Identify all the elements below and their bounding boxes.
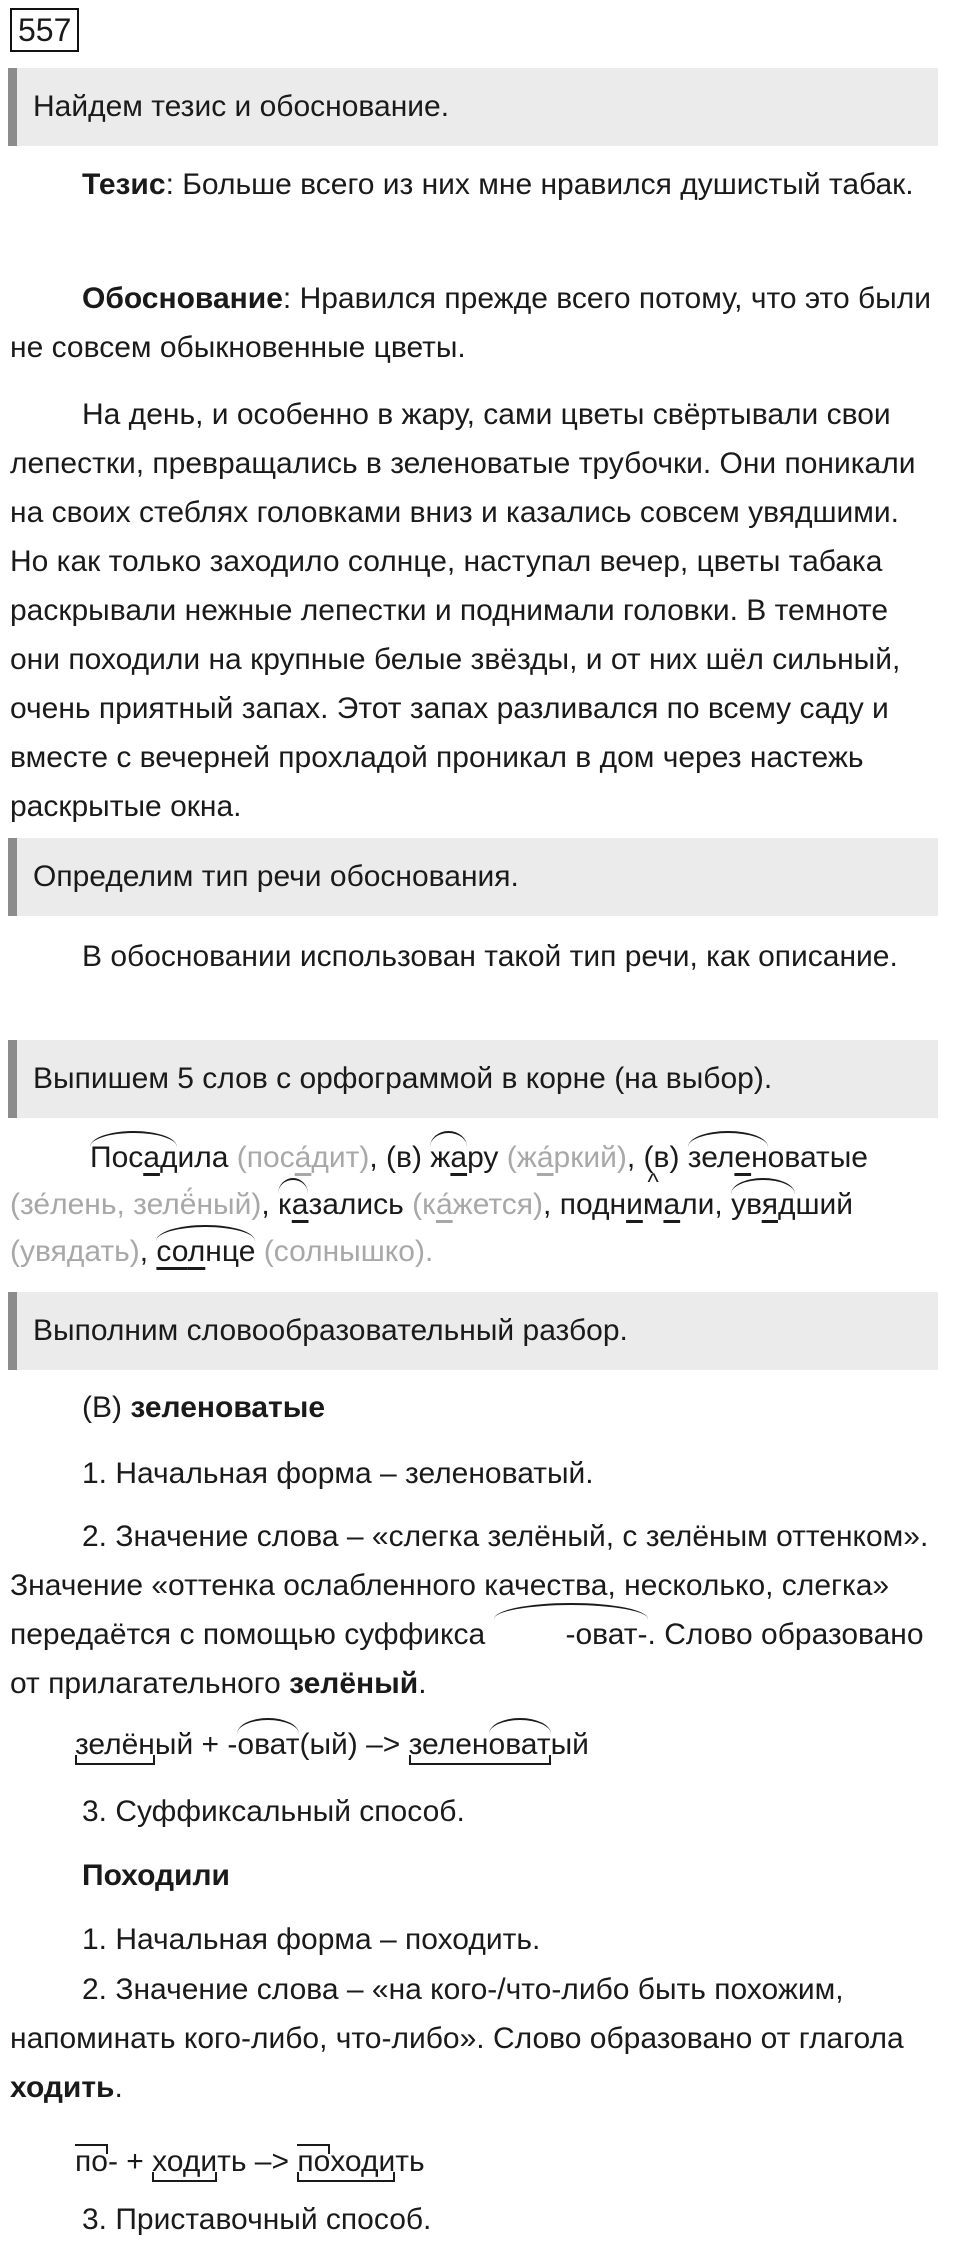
word-podnimali: подни^ мали: [560, 1188, 715, 1221]
justification-paragraph: [10, 274, 940, 372]
word-kazalis-root: ка: [278, 1185, 308, 1225]
analysis2-point2: 2. Значение слова – «на кого-/что-либо быть похожим, напоминать кого-либо, что-либо». Слово образовано от глагола ходить.: [10, 1973, 904, 2104]
word-zharu-root: жа: [430, 1138, 467, 1178]
justification-text: : Нравился прежде всего потому, что это были не совсем обыкновенные цветы.: [10, 282, 931, 364]
thesis-paragraph: [10, 160, 940, 209]
formula-stem: ходи: [152, 2142, 217, 2182]
section-header-text: Определим тип речи обоснования.: [33, 860, 519, 893]
word-uvyadshiy-check: (увядать): [10, 1235, 140, 1268]
word-solntse-check: (солнышко).: [263, 1235, 434, 1268]
analysis1-formula: зелёный + -оват(ый) –> зеленоватый: [75, 1725, 589, 1765]
word-solntse-root: солнце: [156, 1232, 255, 1272]
word-zharu-check: (жа́ркий): [506, 1141, 627, 1174]
formula-base-stem: зелён: [75, 1725, 155, 1765]
word-kazalis-check: (ка́жется): [412, 1188, 544, 1221]
word-posadila-root: Посад: [90, 1138, 177, 1178]
analysis1-point1: 1. Начальная форма – зеленоватый.: [82, 1457, 594, 1490]
thesis-label: Тезис: [82, 168, 166, 201]
analysis2-point1: 1. Начальная форма – походить.: [82, 1923, 541, 1956]
word-zelenovatye-root: зелен: [688, 1138, 768, 1178]
analysis2-point3: 3. Приставочный способ.: [82, 2203, 432, 2236]
analysis2-title: Походили: [82, 1859, 230, 1892]
formula-suffix: оват: [237, 1725, 299, 1765]
words-line-3: (увядать), солнце (солнышко).: [10, 1232, 433, 1272]
analysis2-formula: по- + ходить –> походить: [75, 2142, 425, 2182]
speech-type-paragraph: В обосновании использован такой тип речи, как описание.: [82, 940, 898, 973]
words-line-1: Посадила (поса́дит), (в) жару (жа́ркий), (в) зеленоватые: [90, 1138, 868, 1178]
section-header-speech-type: [8, 838, 938, 916]
section-header-thesis: [8, 68, 938, 146]
task-number: 557: [10, 8, 79, 52]
analysis1-point3: 3. Суффиксальный способ.: [82, 1795, 465, 1828]
word-posadila-check: (поса́дит): [236, 1141, 370, 1174]
section-header-text: Выпишем 5 слов с орфограммой в корне (на выбор).: [33, 1062, 773, 1095]
passage-paragraph: На день, и особенно в жару, сами цветы свёртывали свои лепестки, превращались в зеленоватые трубочки. Они поникали на своих стеблях головками вниз и казались совсем увядшими. Но как только заходило солнце, наступал вечер, цветы табака раскрывали нежные лепестки и поднимали головки. В темноте они походили на крупные белые звёзды, и от них шёл сильный, очень приятный запах. Этот запах разливался по всему саду и вместе с вечерней прохладой проникал в дом через настежь раскрытые окна.: [10, 398, 916, 823]
section-header-text: Выполним словообразовательный разбор.: [33, 1314, 628, 1347]
formula-prefix: по: [75, 2142, 108, 2182]
formula-result-stem: зеленоват: [409, 1725, 551, 1765]
section-header-text: Найдем тезис и обоснование.: [33, 90, 450, 123]
section-header-words: [8, 1040, 938, 1118]
justification-label: Обоснование: [82, 282, 283, 315]
analysis1-point2: 2. Значение слова – «слегка зелёный, с зелёным оттенком». Значение «оттенка ослабленного качества, несколько, слегка» передаётся с помощью суффикса -оват-. Слово образовано от прилагательного зелёный.: [10, 1520, 929, 1700]
section-header-analysis: [8, 1292, 938, 1370]
formula-result-stem: походи: [297, 2142, 395, 2182]
word-zelenovatye-check: (зе́лень, зелё́ный): [10, 1188, 262, 1221]
suffix-ovat: -оват-: [494, 1610, 648, 1659]
words-line-2: (зе́лень, зелё́ный), казались (ка́жется), подни^ мали, увядший: [10, 1185, 853, 1225]
word-uvyadshiy-root: увяд: [731, 1185, 795, 1225]
analysis1-title: (В) зеленоватые: [82, 1391, 326, 1424]
thesis-text: : Больше всего из них мне нравился душистый табак.: [165, 168, 914, 201]
